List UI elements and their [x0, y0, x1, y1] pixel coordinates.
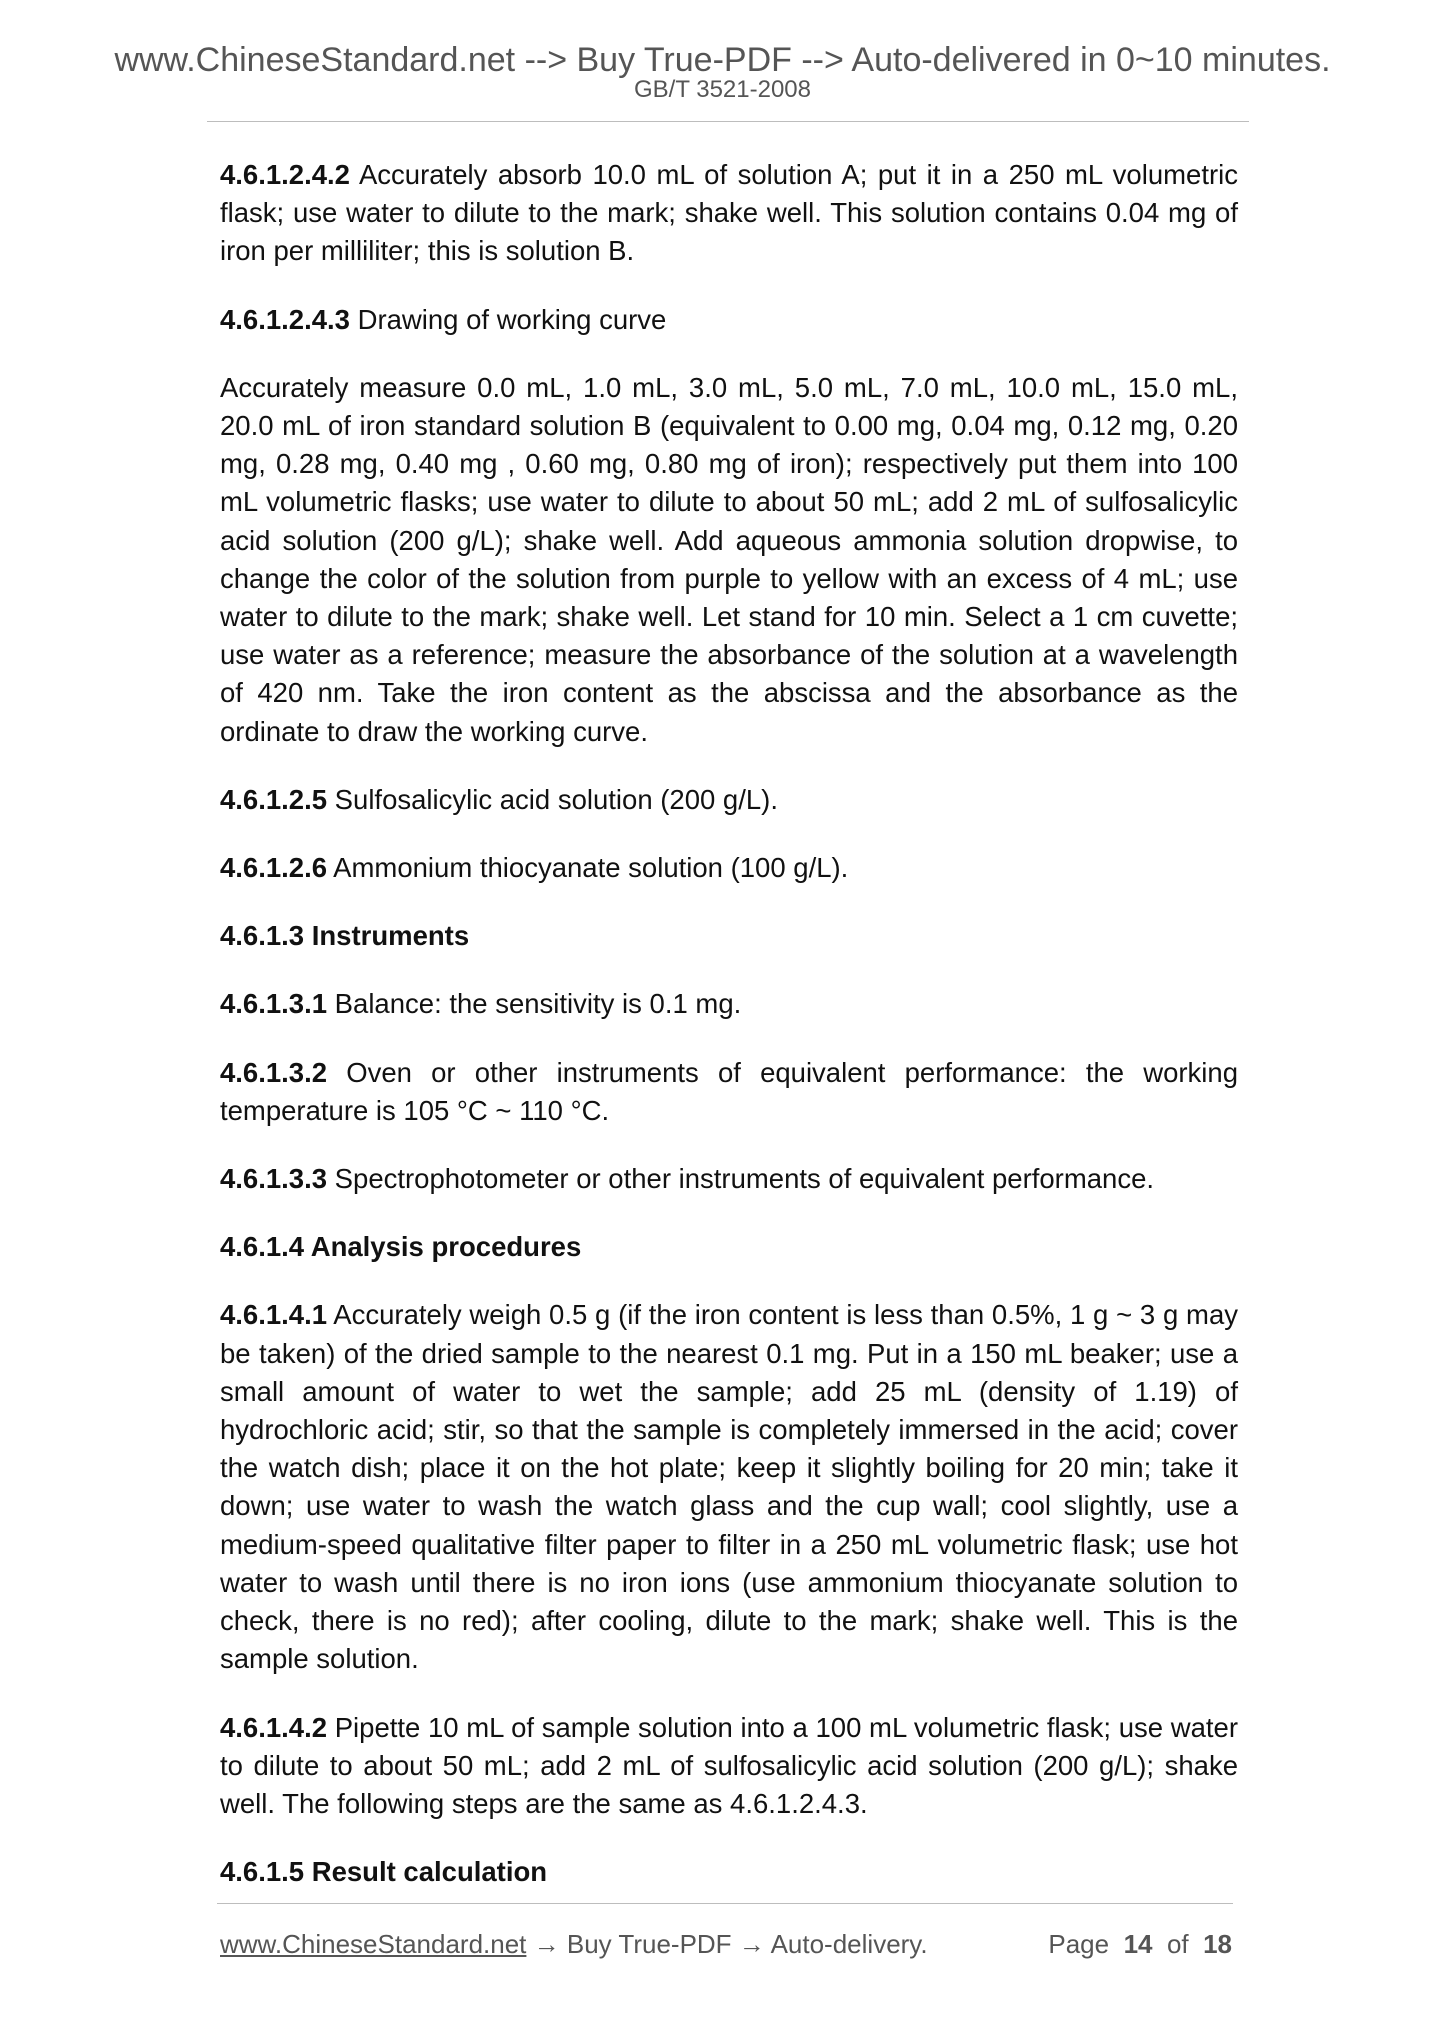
footer-divider	[217, 1903, 1233, 1904]
working-curve-procedure	[220, 369, 1238, 751]
section-heading: 4.6.1.3 Instruments	[220, 920, 470, 952]
clause-text: Pipette 10 mL of sample solution into a 100 mL volumetric flask; use water to dilute to about 50 mL; add 2 mL of sulfosalicylic acid solution (200 g/L); shake well. The following steps are the same as 4.6.1.2.4.3.	[220, 1711, 1238, 1819]
clause-number: 4.6.1.3.1	[220, 988, 328, 1020]
document-body	[220, 156, 1238, 1921]
clause-4-6-1-4-2	[220, 1709, 1238, 1824]
clause-number: 4.6.1.2.4.2	[220, 159, 350, 190]
clause-4-6-1-2-4-2	[220, 156, 1238, 271]
clause-number: 4.6.1.4.1	[220, 1299, 328, 1331]
clause-number: 4.6.1.3.2	[220, 1056, 328, 1088]
section-heading-analysis-procedures	[220, 1228, 1238, 1266]
section-heading-result-calculation	[220, 1853, 1238, 1891]
section-heading: 4.6.1.5 Result calculation	[220, 1856, 548, 1888]
clause-number: 4.6.1.2.5	[220, 783, 328, 815]
footer-site-link[interactable]: www.ChineseStandard.net	[220, 1929, 527, 1959]
page-total: 18	[1203, 1929, 1232, 1959]
clause-4-6-1-2-6	[220, 849, 1238, 887]
clause-4-6-1-2-5	[220, 781, 1238, 819]
header-banner: www.ChineseStandard.net --> Buy True-PDF --> Auto-delivered in 0~10 minutes.	[114, 41, 1331, 79]
header-divider	[207, 121, 1249, 122]
clause-text: Accurately weigh 0.5 g (if the iron content is less than 0.5%, 1 g ~ 3 g may be taken) of the dried sample to the nearest 0.1 mg. Put in a 150 mL beaker; use a small amount of water to wet the sample; add 25 mL (density of 1.19) of hydrochloric acid; stir, so that the sample is completely immersed in the acid; cover the watch dish; place it on the hot plate; keep it slightly boiling for 20 min; take it down; use water to wash the watch glass and the cup wall; cool slightly, use a medium-speed qualitative filter paper to filter in a 250 mL volumetric flask; use hot water to wash until there is no iron ions (use ammonium thiocyanate solution to check, there is no red); after cooling, dilute to the mark; shake well. This is the sample solution.	[220, 1299, 1238, 1675]
page-footer	[220, 1928, 1232, 1960]
section-heading: 4.6.1.4 Analysis procedures	[220, 1231, 582, 1263]
of-word: of	[1166, 1929, 1189, 1959]
clause-text: Drawing of working curve	[349, 303, 667, 335]
clause-4-6-1-3-1	[220, 985, 1238, 1023]
document-code: GB/T 3521-2008	[633, 76, 811, 103]
clause-4-6-1-3-2	[220, 1054, 1238, 1130]
clause-text: Oven or other instruments of equivalent performance: the working temperature is 105 °C ~ 110 °C.	[220, 1056, 1238, 1126]
clause-4-6-1-3-3	[220, 1160, 1238, 1198]
footer-tagline: → Buy True-PDF → Auto-delivery.	[526, 1929, 928, 1959]
clause-4-6-1-4-1	[220, 1296, 1238, 1678]
clause-text: Spectrophotometer or other instruments of equivalent performance.	[327, 1163, 1155, 1195]
clause-number: 4.6.1.2.6	[220, 852, 328, 884]
page-indicator	[1048, 1928, 1232, 1960]
page-number: 14	[1123, 1929, 1153, 1959]
clause-text: Sulfosalicylic acid solution (200 g/L).	[327, 783, 778, 815]
clause-text: Accurately measure 0.0 mL, 1.0 mL, 3.0 mL, 5.0 mL, 7.0 mL, 10.0 mL, 15.0 mL, 20.0 mL of iron standard solution B (equivalent to 0.00 mg, 0.04 mg, 0.12 mg, 0.20 mg, 0.28 mg, 0.40 mg , 0.60 mg, 0.80 mg of iron); respectively put them into 100 mL volumetric flasks; use water to dilute to about 50 mL; add 2 mL of sulfosalicylic acid solution (200 g/L); shake well. Add aqueous ammonia solution dropwise, to change the color of the solution from purple to yellow with an excess of 4 mL; use water to dilute to the mark; shake well. Let stand for 10 min. Select a 1 cm cuvette; use water as a reference; measure the absorbance of the solution at a wavelength of 420 nm. Take the iron content as the abscissa and the absorbance as the ordinate to draw the working curve.	[220, 371, 1238, 747]
clause-number: 4.6.1.4.2	[220, 1711, 328, 1743]
page-word: Page	[1048, 1929, 1110, 1959]
clause-text: Accurately absorb 10.0 mL of solution A; put it in a 250 mL volumetric flask; use water to dilute to the mark; shake well. This solution contains 0.04 mg of iron per milliliter; this is solution B.	[220, 159, 1238, 267]
clause-text: Ammonium thiocyanate solution (100 g/L).	[327, 852, 849, 884]
clause-4-6-1-2-4-3	[220, 301, 1238, 339]
clause-text: Balance: the sensitivity is 0.1 mg.	[327, 988, 742, 1020]
clause-number: 4.6.1.3.3	[220, 1163, 328, 1195]
clause-number: 4.6.1.2.4.3	[220, 303, 350, 335]
section-heading-instruments	[220, 917, 1238, 955]
